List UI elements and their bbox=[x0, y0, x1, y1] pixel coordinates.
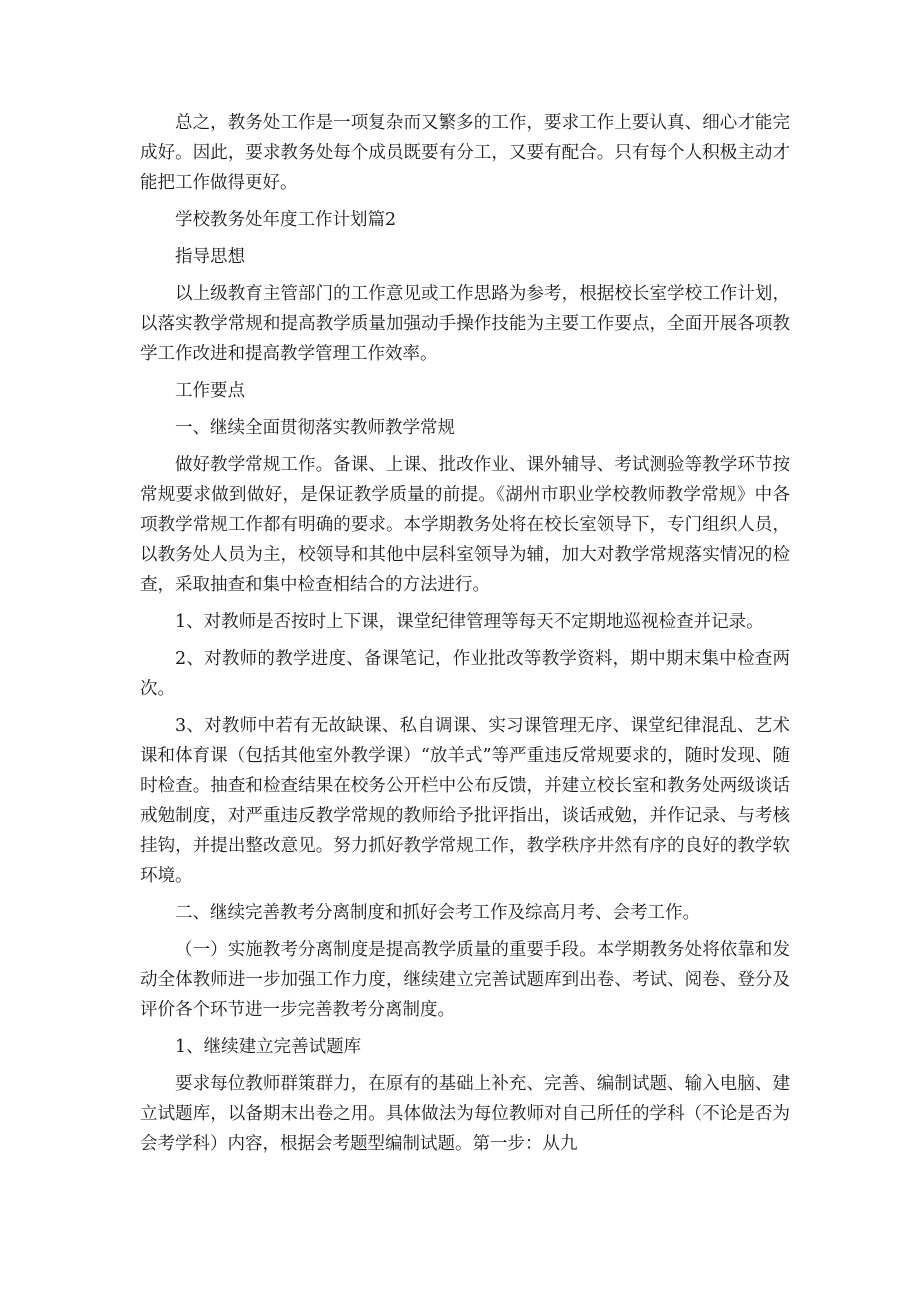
heading-guiding-ideology: 指导思想 bbox=[175, 247, 245, 267]
document-page bbox=[140, 108, 790, 1166]
paragraph-exam-separation: （一）实施教考分离制度是提高教学质量的重要手段。本学期教务处将依靠和发动全体教师进一步加强工作力度，继续建立完善试题库到出卷、考试、阅卷、登分及评价各个环节进一步完善教考分离制度。 bbox=[140, 940, 790, 1020]
list-item-3: 3、对教师中若有无故缺课、私自调课、实习课管理无序、课堂纪律混乱、艺术课和体育课（包括其他室外教学课）“放羊式”等严重违反常规要求的，随时发现、随时检查。抽查和检查结果在校务公开栏中公布反馈，并建立校长室和教务处两级谈话戒勉制度，对严重违反教学常规的教师给予批评指出，谈话戒勉，并作记录、与考核挂钩，并提出整改意见。努力抓好教学常规工作，教学秩序井然有序的良好的教学软环境。 bbox=[140, 716, 790, 886]
paragraph-teaching-routine: 做好教学常规工作。备课、上课、批改作业、课外辅导、考试测验等教学环节按常规要求做到做好，是保证教学质量的前提。《湖州市职业学校教师教学常规》中各项教学常规工作都有明确的要求。本学期教务处将在校长室领导下，专门组织人员，以教务处人员为主，校领导和其他中层科室领导为辅，加大对教学常规落实情况的检查，采取抽查和集中检查相结合的方法进行。 bbox=[140, 455, 790, 595]
heading-question-bank: 1、继续建立完善试题库 bbox=[175, 1037, 362, 1057]
heading-item-1: 一、继续全面贯彻落实教师教学常规 bbox=[175, 418, 455, 438]
section-title: 学校教务处年度工作计划篇2 bbox=[175, 210, 397, 230]
paragraph-guiding-ideology: 以上级教育主管部门的工作意见或工作思路为参考，根据校长室学校工作计划，以落实教学常规和提高教学质量加强动手操作技能为主要工作要点，全面开展各项教学工作改进和提高教学管理工作效率。 bbox=[140, 284, 790, 364]
heading-item-2: 二、继续完善教考分离制度和抓好会考工作及综高月考、会考工作。 bbox=[175, 903, 700, 923]
list-item-1: 1、对教师是否按时上下课，课堂纪律管理等每天不定期地巡视检查并记录。 bbox=[175, 612, 764, 632]
heading-work-points: 工作要点 bbox=[175, 381, 245, 401]
list-item-2: 2、对教师的教学进度、备课笔记，作业批改等教学资料，期中期末集中检查两次。 bbox=[140, 649, 790, 699]
paragraph-summary: 总之，教务处工作是一项复杂而又繁多的工作，要求工作上要认真、细心才能完成好。因此，要求教务处每个成员既要有分工，又要有配合。只有每个人积极主动才能把工作做得更好。 bbox=[140, 113, 790, 193]
paragraph-question-bank: 要求每位教师群策群力，在原有的基础上补充、完善、编制试题、输入电脑、建立试题库，以备期末出卷之用。具体做法为每位教师对自己所任的学科（不论是否为会考学科）内容，根据会考题型编制试题。第一步：从九 bbox=[140, 1074, 790, 1154]
